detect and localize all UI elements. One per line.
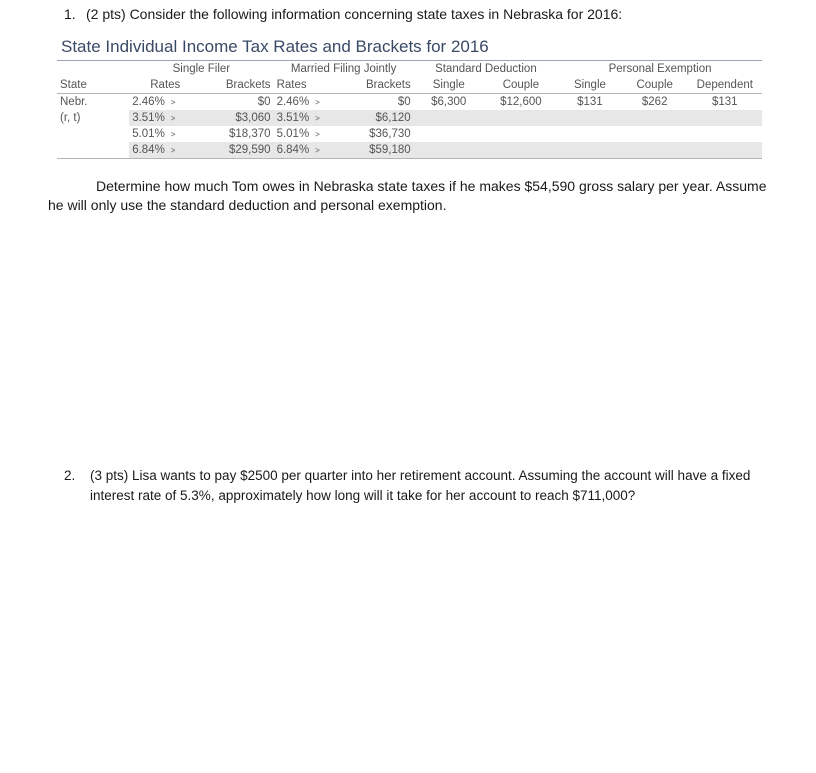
mj-rate-cell: 6.84% (276, 144, 310, 156)
state-note: (r, t) (60, 112, 81, 124)
table-row (57, 126, 762, 142)
single-filer-header: Single Filer (172, 63, 231, 75)
pe-single-value: $131 (577, 96, 603, 108)
personal-exemption-header: Personal Exemption (608, 63, 712, 75)
table-row (57, 110, 762, 126)
mj-rate-cell: 5.01% (276, 128, 310, 140)
question-1-prompt: Determine how much Tom owes in Nebraska state taxes if he makes $54,590 gross salary per year. Assume he will only use the standard deduction and personal exemption. (48, 178, 767, 213)
state-name: Nebr. (60, 96, 88, 108)
column-header-row (57, 77, 762, 94)
sd-single-header: Single (414, 77, 484, 94)
table-row (57, 94, 762, 111)
tax-table (57, 60, 762, 159)
sd-couple-value: $12,600 (500, 96, 542, 108)
pe-couple-header: Couple (622, 77, 688, 94)
question-1 (64, 6, 622, 22)
mj-bracket-cell: $6,120 (348, 110, 414, 126)
bracket-cell: $29,590 (201, 142, 273, 159)
pe-dependent-header: Dependent (688, 77, 762, 94)
question-2 (64, 466, 774, 506)
question-2-number: 2. (64, 468, 76, 483)
mj-bracket-cell: $0 (397, 96, 411, 108)
pe-single-header: Single (558, 77, 622, 94)
bracket-cell: $0 (257, 96, 271, 108)
question-2-text: (3 pts) Lisa wants to pay $2500 per quarter into her retirement account. Assuming the account will have a fixed interest rate of 5.3%, approximately how long will it take for her account to reach $711,000? (90, 468, 751, 503)
arrow-icon: > (315, 146, 320, 155)
mj-brackets-header: Brackets (348, 77, 414, 94)
brackets-header: Brackets (201, 77, 273, 94)
sd-couple-header: Couple (484, 77, 558, 94)
table-row (57, 142, 762, 159)
question-1-paragraph (48, 177, 778, 215)
rate-cell: 5.01% (132, 128, 165, 140)
table-title: State Individual Income Tax Rates and Brackets for 2016 (61, 37, 489, 56)
mj-rate-cell: 3.51% (276, 112, 310, 124)
question-1-number: 1. (64, 6, 76, 22)
bracket-cell: $3,060 (201, 110, 273, 126)
arrow-icon: > (170, 146, 176, 155)
group-header-row (57, 61, 762, 78)
mj-rate-cell: 2.46% (276, 96, 310, 108)
married-header: Married Filing Jointly (290, 63, 397, 75)
mj-bracket-cell: $36,730 (369, 128, 411, 140)
arrow-icon: > (170, 114, 176, 123)
arrow-icon: > (315, 98, 320, 107)
rate-cell: 3.51% (132, 112, 165, 124)
arrow-icon: > (315, 114, 320, 123)
rates-header: Rates (129, 77, 201, 94)
rate-cell: 2.46% (132, 96, 165, 108)
pe-couple-value: $262 (641, 96, 668, 108)
arrow-icon: > (170, 98, 176, 107)
arrow-icon: > (170, 130, 176, 139)
rate-cell: 6.84% (132, 144, 165, 156)
sd-single-value: $6,300 (431, 96, 467, 108)
mj-rates-header: Rates (274, 77, 348, 94)
pe-dependent-value: $131 (712, 96, 738, 108)
question-1-text: (2 pts) Consider the following information concerning state taxes in Nebraska for 2016: (86, 6, 623, 22)
state-header: State (57, 77, 129, 94)
bracket-cell: $18,370 (228, 128, 271, 140)
standard-deduction-header: Standard Deduction (435, 63, 537, 75)
mj-bracket-cell: $59,180 (348, 142, 414, 159)
arrow-icon: > (315, 130, 320, 139)
